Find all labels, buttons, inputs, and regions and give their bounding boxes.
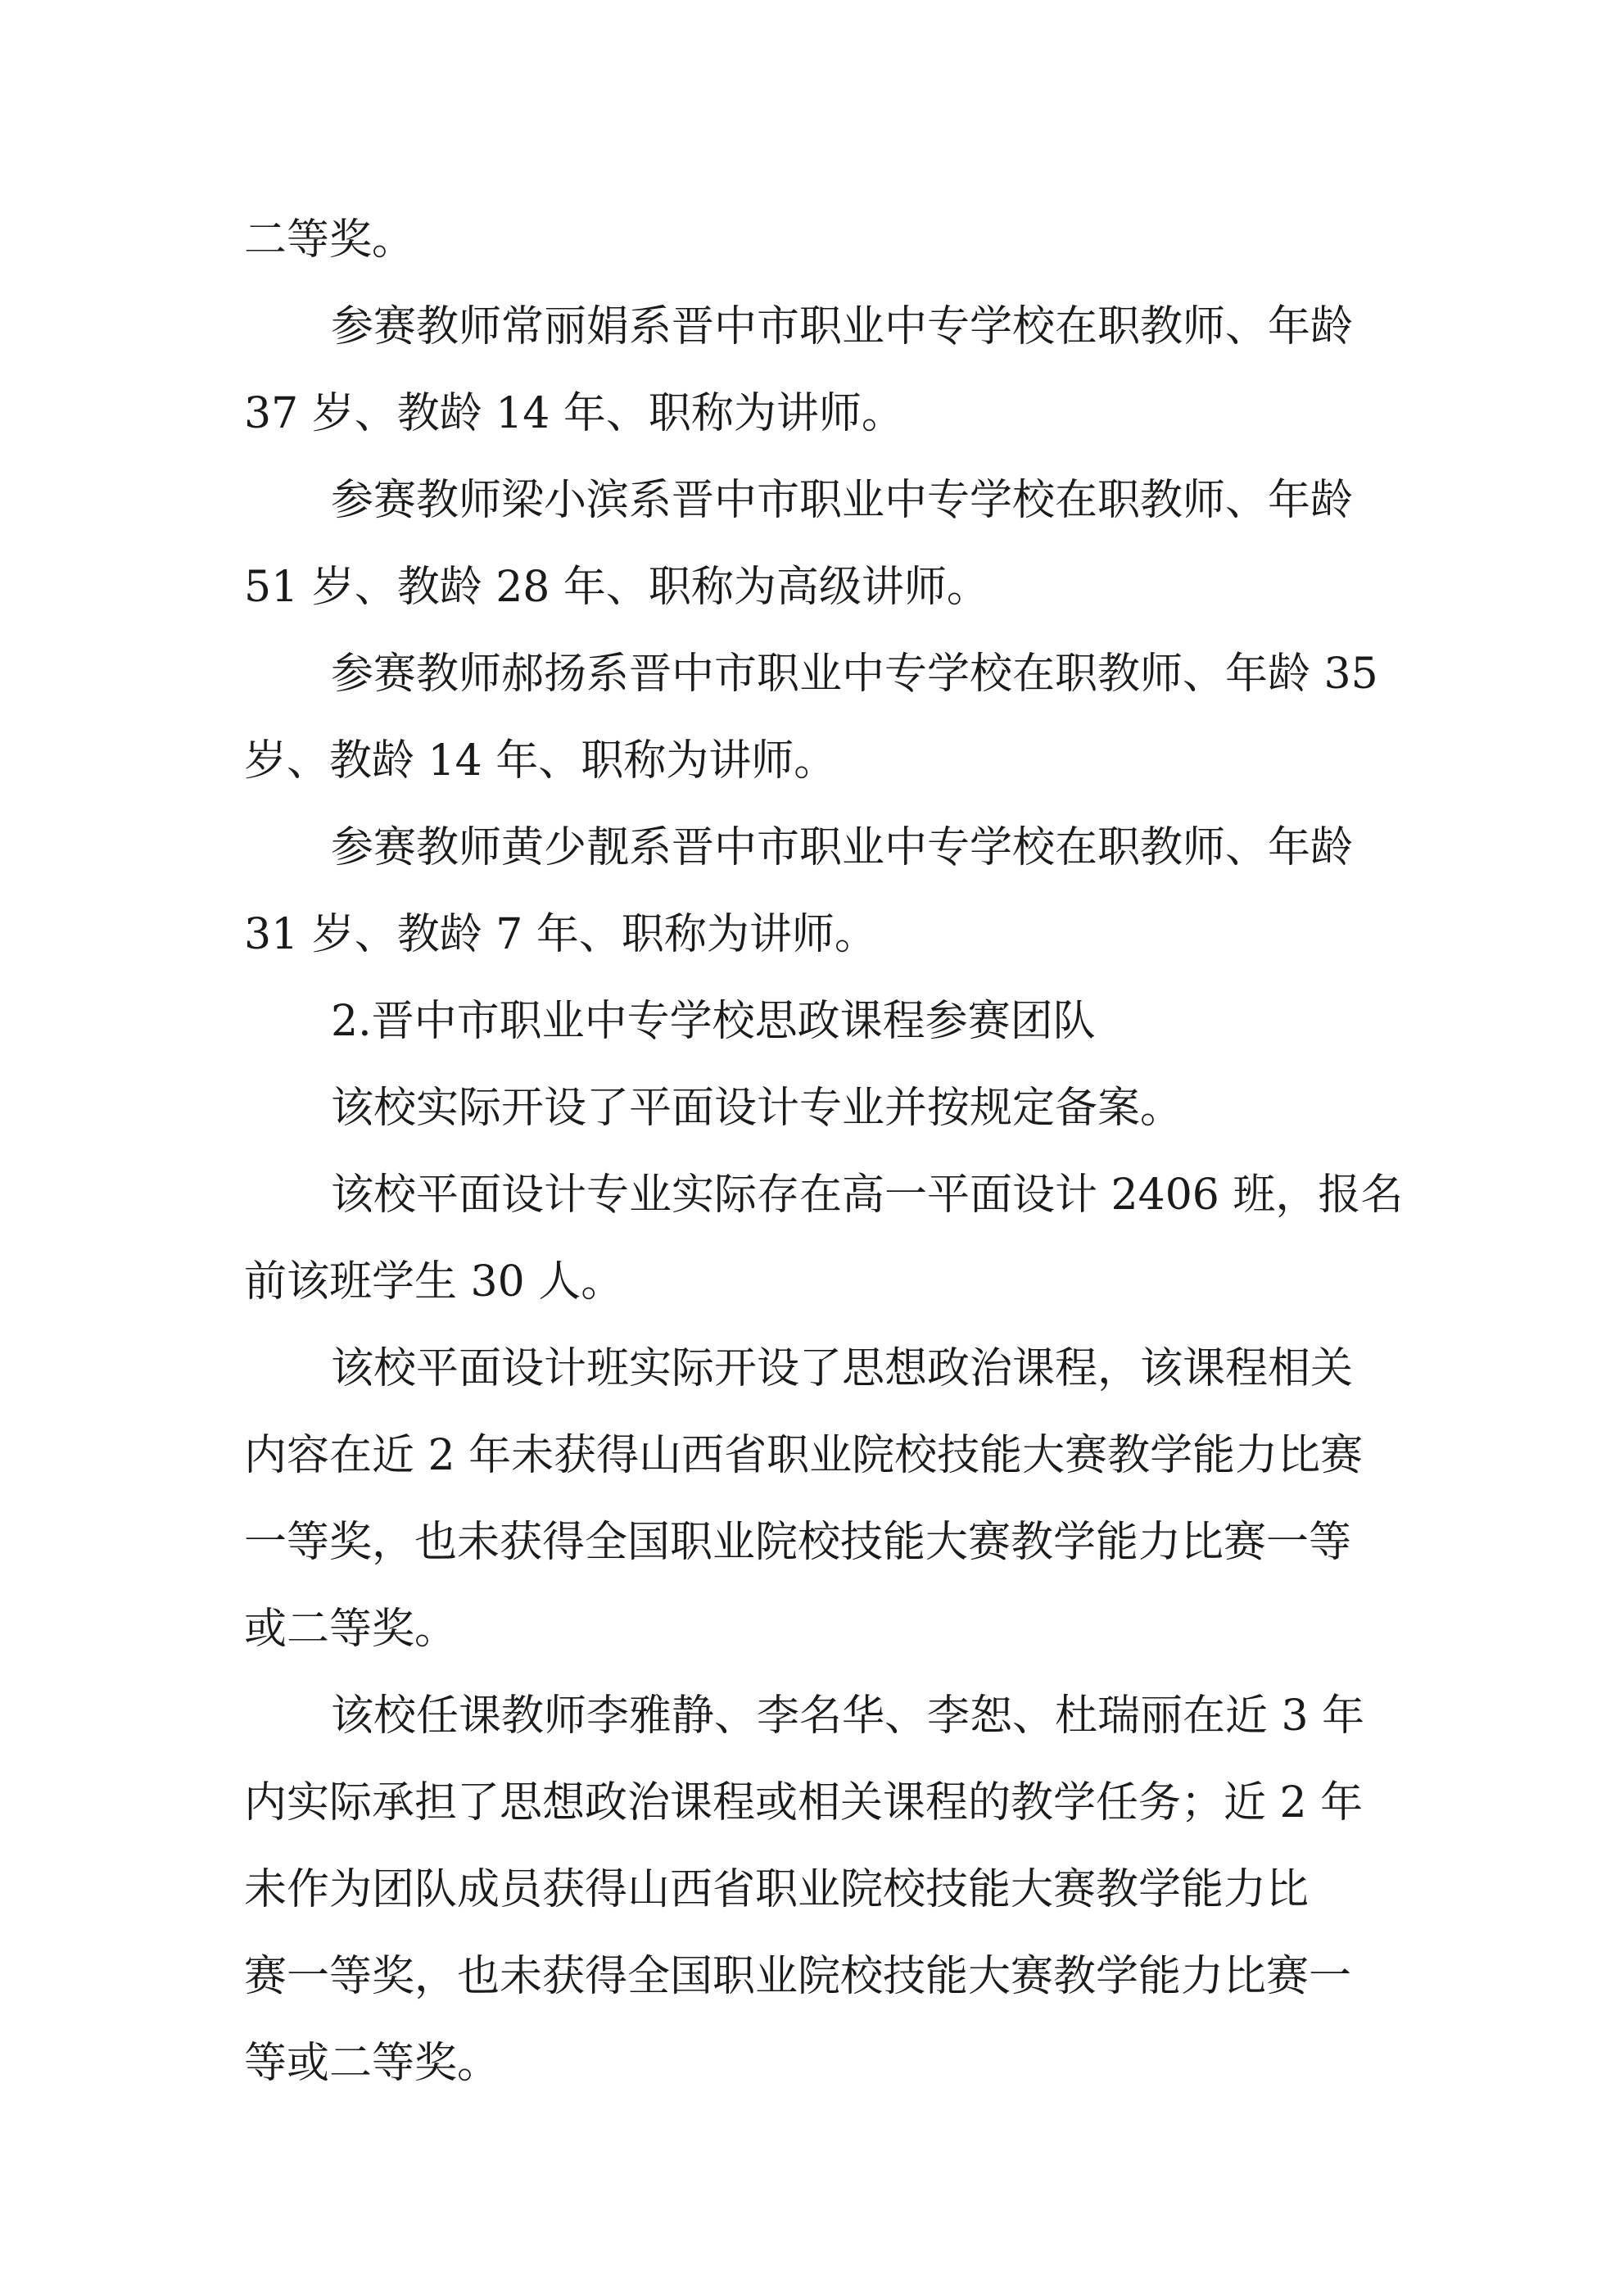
text-line: 该校实际开设了平面设计专业并按规定备案。 (331, 1084, 1183, 1133)
text-line: 未作为团队成员获得山西省职业院校技能大赛教学能力比 (244, 1865, 1310, 1914)
text-line: 等或二等奖。 (244, 2039, 500, 2088)
text-line: 该校平面设计专业实际存在高一平面设计 2406 班，报名 (331, 1171, 1404, 1220)
text-line: 31 岁、教龄 7 年、职称为讲师。 (244, 910, 877, 959)
text-line: 内实际承担了思想政治课程或相关课程的教学任务；近 2 年 (244, 1778, 1364, 1827)
text-line: 51 岁、教龄 28 年、职称为高级讲师。 (244, 563, 989, 612)
text-line: 前该班学生 30 人。 (244, 1257, 624, 1307)
text-line: 参赛教师郝扬系晋中市职业中专学校在职教师、年龄 35 (331, 650, 1378, 699)
text-line: 该校平面设计班实际开设了思想政治课程，该课程相关 (331, 1344, 1354, 1393)
text-line: 二等奖。 (244, 215, 415, 265)
text-line: 该校任课教师李雅静、李名华、李恕、杜瑞丽在近 3 年 (331, 1691, 1365, 1741)
text-line: 或二等奖。 (244, 1605, 458, 1654)
section-heading: 2.晋中市职业中专学校思政课程参赛团队 (331, 997, 1096, 1046)
text-line: 参赛教师梁小滨系晋中市职业中专学校在职教师、年龄 (331, 476, 1354, 525)
text-line: 37 岁、教龄 14 年、职称为讲师。 (244, 389, 904, 438)
text-line: 参赛教师黄少靓系晋中市职业中专学校在职教师、年龄 (331, 823, 1354, 872)
text-line: 内容在近 2 年未获得山西省职业院校技能大赛教学能力比赛 (244, 1431, 1364, 1480)
text-line: 岁、教龄 14 年、职称为讲师。 (244, 736, 837, 786)
text-line: 参赛教师常丽娟系晋中市职业中专学校在职教师、年龄 (331, 302, 1354, 351)
text-line: 一等奖，也未获得全国职业院校技能大赛教学能力比赛一等 (244, 1518, 1352, 1567)
text-line: 赛一等奖，也未获得全国职业院校技能大赛教学能力比赛一 (244, 1952, 1352, 2001)
